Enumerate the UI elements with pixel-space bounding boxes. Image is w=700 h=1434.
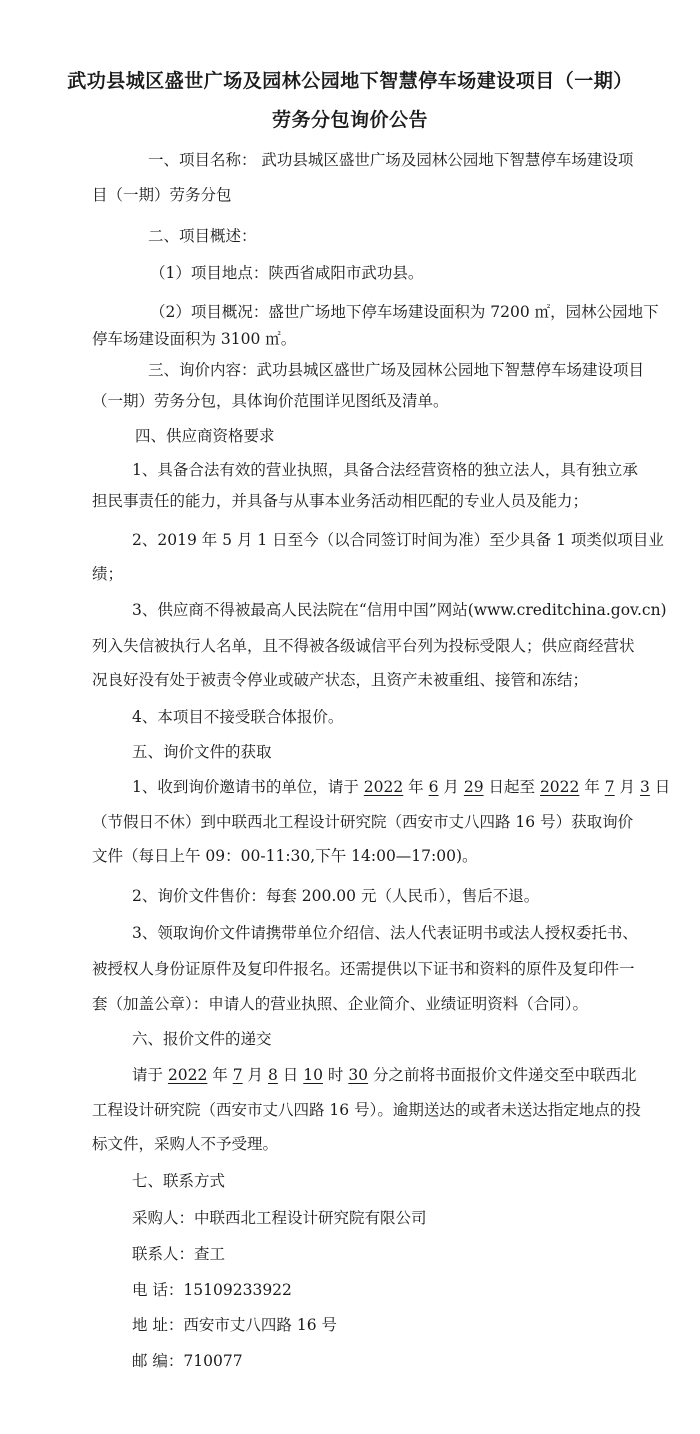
purchaser: 采购人：中联西北工程设计研究院有限公司	[132, 1209, 427, 1227]
deadline-hour: 10	[303, 1066, 323, 1084]
contact-address: 地 址：西安市丈八四路 16 号	[132, 1316, 338, 1334]
requirement-1-line1: 1、具备合法有效的营业执照，具备合法经营资格的独立法人，具有独立承	[132, 461, 638, 479]
inquiry-content-line2: （一期）劳务分包，具体询价范围详见图纸及清单。	[92, 392, 449, 410]
project-summary-line2: 停车场建设面积为 3100 ㎡。	[92, 330, 297, 348]
deadline-minute: 30	[348, 1066, 369, 1084]
start-day: 29	[463, 778, 484, 796]
deadline-month: 7	[232, 1066, 243, 1084]
contact-heading: 七、联系方式	[132, 1172, 226, 1190]
obtain-documents-p1-line1	[132, 777, 670, 797]
text-span: 年	[403, 778, 429, 796]
deadline-year: 2022	[167, 1066, 208, 1084]
start-year: 2022	[363, 778, 404, 796]
project-location: （1）项目地点：陕西省咸阳市武功县。	[150, 264, 424, 282]
registration-materials-line3: 套（加盖公章）：申请人的营业执照、企业简介、业绩证明资料（合同）。	[92, 995, 589, 1013]
obtain-documents-p1-line3: 文件（每日上午 09：00-11:30,下午 14:00—17:00)。	[92, 847, 478, 865]
text-span: 请于	[132, 1066, 168, 1084]
text-span: 年	[207, 1066, 233, 1084]
requirement-3-line3: 况良好没有处于被责令停业或破产状态，且资产未被重组、接管和冻结；	[92, 671, 589, 689]
text-span: 月	[242, 1066, 268, 1084]
requirement-1-line2: 担民事责任的能力，并具备与从事本业务活动相匹配的专业人员及能力；	[92, 492, 589, 510]
text-span: 日	[649, 778, 671, 796]
end-day: 3	[639, 778, 650, 796]
text-span: 月	[438, 778, 464, 796]
contact-postcode: 邮 编：710077	[132, 1352, 243, 1370]
project-overview-heading: 二、项目概述：	[148, 227, 257, 245]
text-span: 年	[579, 778, 605, 796]
requirement-2-line2: 绩；	[92, 565, 124, 583]
project-name-line2: 目（一期）劳务分包	[92, 186, 232, 204]
requirement-4: 4、本项目不接受联合体报价。	[132, 708, 344, 726]
document-title-line2: 劳务分包询价公告	[271, 109, 428, 131]
obtain-documents-heading: 五、询价文件的获取	[132, 743, 272, 761]
deadline-day: 8	[267, 1066, 278, 1084]
contact-phone: 电 话：15109233922	[132, 1281, 292, 1299]
contact-person: 联系人：查工	[132, 1245, 226, 1263]
text-span: 1、收到询价邀请书的单位，请于	[132, 778, 364, 796]
registration-materials-line2: 被授权人身份证原件及复印件报名。还需提供以下证书和资料的原件及复印件一	[92, 960, 635, 978]
text-span: 时	[322, 1066, 349, 1084]
qualification-heading: 四、供应商资格要求	[135, 427, 275, 445]
document-price: 2、询价文件售价：每套 200.00 元（人民币），售后不退。	[132, 887, 540, 905]
requirement-3-line1: 3、供应商不得被最高人民法院在“信用中国”网站(www.creditchina.gov.cn)	[132, 601, 667, 619]
submission-line3: 标文件，采购人不予受理。	[92, 1135, 279, 1153]
end-year: 2022	[539, 778, 580, 796]
requirement-3-line2: 列入失信被执行人名单，且不得被各级诚信平台列为投标受限人；供应商经营状	[92, 637, 635, 655]
text-span: 分之前将书面报价文件递交至中联西北	[368, 1066, 637, 1084]
project-name-line1: 一、项目名称： 武功县城区盛世广场及园林公园地下智慧停车场建设项	[148, 151, 634, 169]
registration-materials-line1: 3、领取询价文件请携带单位介绍信、法人代表证明书或法人授权委托书、	[132, 924, 638, 942]
submission-line2: 工程设计研究院（西安市丈八四路 16 号）。逾期送达的或者未送达指定地点的投	[92, 1101, 641, 1119]
text-span: 日起至	[483, 778, 540, 796]
submission-line1	[132, 1065, 636, 1085]
document-title-line1: 武功县城区盛世广场及园林公园地下智慧停车场建设项目（一期）	[67, 70, 633, 92]
requirement-2-line1: 2、2019 年 5 月 1 日至今（以合同签订时间为准）至少具备 1 项类似项目业	[132, 531, 664, 549]
submission-heading: 六、报价文件的递交	[132, 1030, 272, 1048]
inquiry-content-line1: 三、询价内容：武功县城区盛世广场及园林公园地下智慧停车场建设项目	[148, 361, 645, 379]
obtain-documents-p1-line2: （节假日不休）到中联西北工程设计研究院（西安市丈八四路 16 号）获取询价	[92, 813, 634, 831]
text-span: 日	[277, 1066, 304, 1084]
text-span: 月	[614, 778, 640, 796]
project-summary-line1: （2）项目概况：盛世广场地下停车场建设面积为 7200 ㎡，园林公园地下	[150, 303, 659, 321]
start-month: 6	[428, 778, 439, 796]
end-month: 7	[604, 778, 615, 796]
